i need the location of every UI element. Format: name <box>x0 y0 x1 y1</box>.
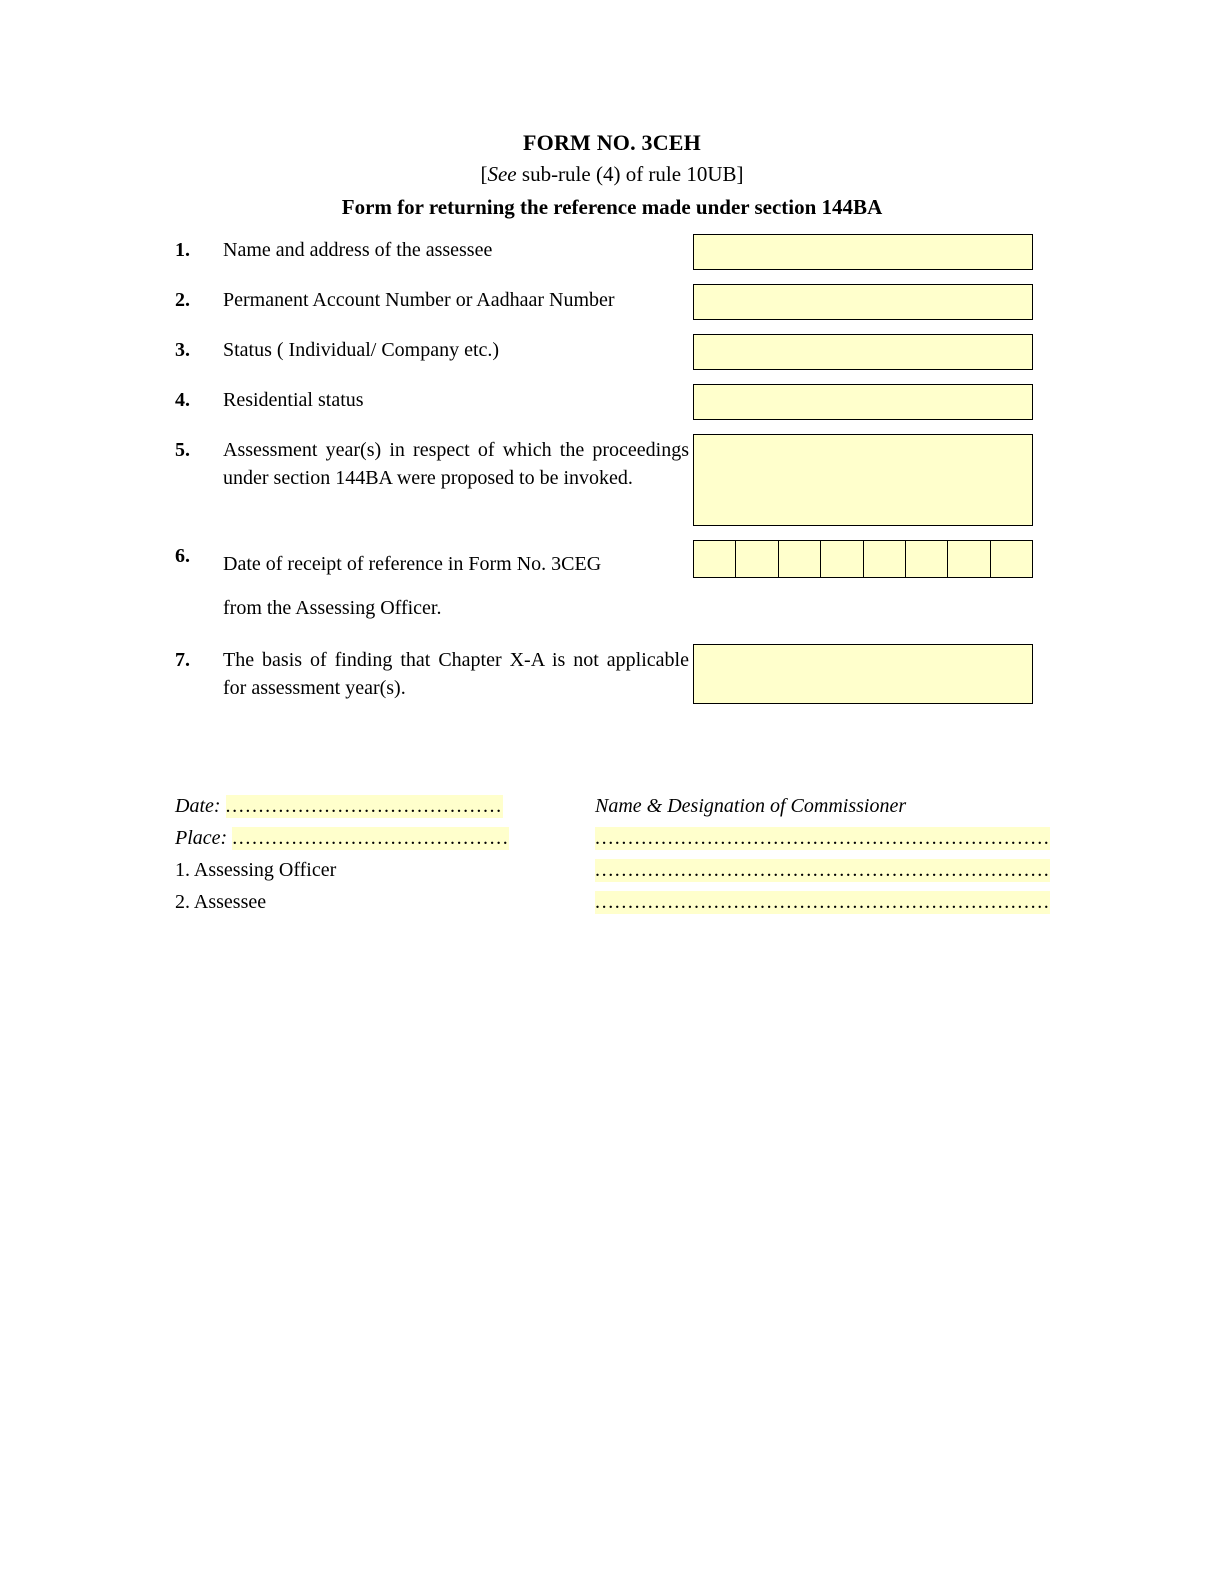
status-field[interactable] <box>693 334 1033 370</box>
basis-of-finding-field[interactable] <box>693 644 1033 704</box>
item-label: Assessment year(s) in respect of which the proceedings under section 144BA were proposed to be invoked. <box>223 439 689 489</box>
form-number-title: FORM NO. 3CEH <box>523 130 701 155</box>
form-item-3 <box>175 334 1049 370</box>
date-cell[interactable] <box>906 541 948 577</box>
form-item-7 <box>175 644 1049 704</box>
item-label: Residential status <box>223 389 364 411</box>
item-field-wrap <box>693 644 1049 704</box>
rule-reference-rest: sub-rule (4) of rule 10UB] <box>516 162 744 186</box>
date-of-receipt-field[interactable] <box>693 540 1033 578</box>
item-number: 1. <box>175 239 190 261</box>
item-field-wrap <box>693 540 1049 578</box>
item-number: 2. <box>175 289 190 311</box>
item-number: 6. <box>175 545 190 567</box>
item-label <box>223 540 693 630</box>
item-number: 5. <box>175 439 190 461</box>
date-cell[interactable] <box>779 541 821 577</box>
item-number: 3. <box>175 339 190 361</box>
footer-row-copy-2 <box>175 891 1055 914</box>
rule-reference <box>175 162 1049 187</box>
form-item-4 <box>175 384 1049 420</box>
date-cell[interactable] <box>991 541 1032 577</box>
signature-line-1-wrap <box>595 827 1055 850</box>
assessment-years-field[interactable] <box>693 434 1033 526</box>
item-label: The basis of finding that Chapter X-A is not applicable for assessment year(s). <box>223 649 689 699</box>
signature-line-1[interactable]: ..................................................................... <box>595 827 1051 849</box>
rule-reference-see: See <box>487 162 517 186</box>
place-label: Place: <box>175 827 228 849</box>
form-item-5 <box>175 434 1049 526</box>
place-entry <box>175 827 595 850</box>
form-items-list <box>175 234 1049 704</box>
footer-signature-block <box>175 795 1055 923</box>
footer-row-place <box>175 827 1055 850</box>
item-label: Name and address of the assessee <box>223 239 493 261</box>
signature-line-3[interactable]: ..................................................................... <box>595 891 1051 913</box>
date-cell[interactable] <box>694 541 736 577</box>
item-label-line2: from the Assessing Officer. <box>223 597 442 619</box>
form-item-2 <box>175 284 1049 320</box>
item-field-wrap <box>693 434 1049 526</box>
date-cell[interactable] <box>821 541 863 577</box>
date-cell[interactable] <box>736 541 778 577</box>
footer-row-copy-1 <box>175 859 1055 882</box>
item-label: Permanent Account Number or Aadhaar Number <box>223 289 615 311</box>
item-field-wrap <box>693 234 1049 270</box>
signature-line-2-wrap <box>595 859 1055 882</box>
form-heading: Form for returning the reference made under section 144BA <box>341 195 883 219</box>
date-label: Date: <box>175 795 221 817</box>
date-cell[interactable] <box>948 541 990 577</box>
item-number: 7. <box>175 649 190 671</box>
signature-line-2[interactable]: ..................................................................... <box>595 859 1051 881</box>
item-field-wrap <box>693 334 1049 370</box>
form-item-1 <box>175 234 1049 270</box>
item-field-wrap <box>693 384 1049 420</box>
date-input-line[interactable]: .......................................... <box>225 795 503 817</box>
date-cell[interactable] <box>864 541 906 577</box>
item-field-wrap <box>693 284 1049 320</box>
place-input-line[interactable]: .......................................... <box>232 827 510 849</box>
residential-status-field[interactable] <box>693 384 1033 420</box>
commissioner-title: Name & Designation of Commissioner <box>595 795 907 817</box>
date-entry <box>175 795 595 818</box>
item-number: 4. <box>175 389 190 411</box>
copy-to-assessee: 2. Assessee <box>175 891 267 913</box>
name-address-field[interactable] <box>693 234 1033 270</box>
copy-to-assessing-officer: 1. Assessing Officer <box>175 859 337 881</box>
signature-line-3-wrap <box>595 891 1055 914</box>
form-item-6 <box>175 540 1049 630</box>
rule-reference-prefix: [ <box>480 162 488 186</box>
item-label-line1: Date of receipt of reference in Form No. 3CEG <box>223 553 602 575</box>
item-label: Status ( Individual/ Company etc.) <box>223 339 500 361</box>
pan-aadhaar-field[interactable] <box>693 284 1033 320</box>
footer-row-date <box>175 795 1055 818</box>
